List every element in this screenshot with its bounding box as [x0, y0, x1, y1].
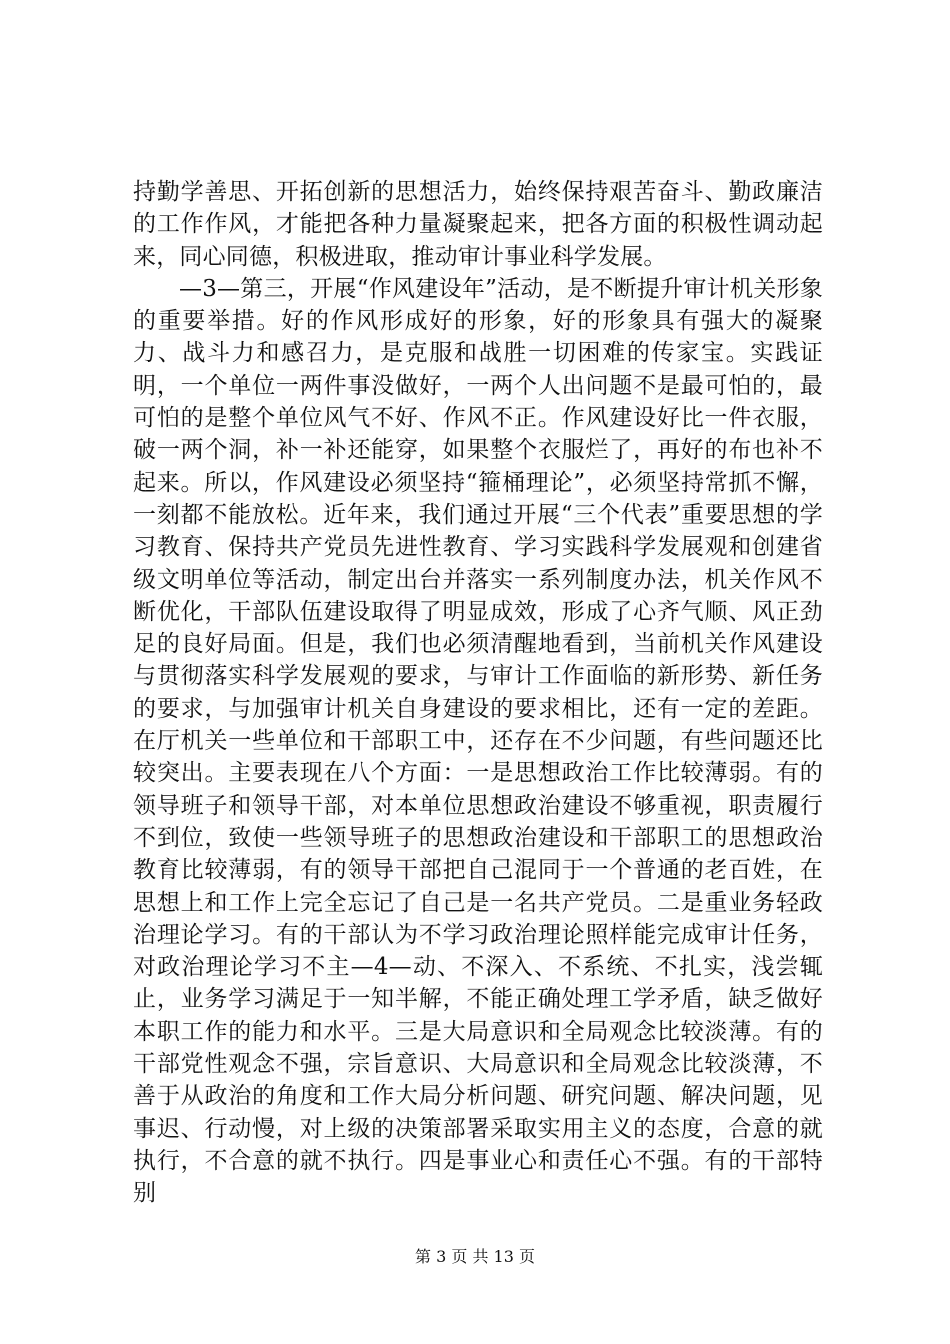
paragraph-2: —3—第三，开展“作风建设年”活动，是不断提升审计机关形象的重要举措。好的作风形成好的形象，好的形象具有强大的凝聚力、战斗力和感召力，是克服和战胜一切困难的传家宝。实践证明，一个单位一两件事没做好，一两个人出问题不是最可怕的，最可怕的是整个单位风气不好、作风不正。作风建设好比一件衣服，破一两个洞，补一补还能穿，如果整个衣服烂了，再好的布也补不起来。所以，作风建设必须坚持“箍桶理论”，必须坚持常抓不懈，一刻都不能放松。近年来，我们通过开展“三个代表”重要思想的学习教育、保持共产党员先进性教育、学习实践科学发展观和创建省级文明单位等活动，制定出台并落实一系列制度办法，机关作风不断优化，干部队伍建设取得了明显成效，形成了心齐气顺、风正劲足的良好局面。但是，我们也必须清醒地看到，当前机关作风建设与贯彻落实科学发展观的要求，与审计工作面临的新形势、新任务的要求，与加强审计机关自身建设的要求相比，还有一定的差距。在厅机关一些单位和干部职工中，还存在不少问题，有些问题还比较突出。主要表现在八个方面：一是思想政治工作比较薄弱。有的领导班子和领导干部，对本单位思想政治建设不够重视，职责履行不到位，致使一些领导班子的思想政治建设和干部职工的思想政治教育比较薄弱，有的领导干部把自己混同于一个普通的老百姓，在思想上和工作上完全忘记了自己是一名共产党员。二是重业务轻政治理论学习。有的干部认为不学习政治理论照样能完成审计任务，对政治理论学习不主—4—动、不深入、不系统、不扎实，浅尝辄止，业务学习满足于一知半解，不能正确处理工学矛盾，缺乏做好本职工作的能力和水平。三是大局意识和全局观念比较淡薄。有的干部党性观念不强，宗旨意识、大局意识和全局观念比较淡薄，不善于从政治的角度和工作大局分析问题、研究问题、解决问题，见事迟、行动慢，对上级的决策部署采取实用主义的态度，合意的就执行，不合意的就不执行。四是事业心和责任心不强。有的干部特别	[133, 275, 823, 1207]
paragraph-1: 持勤学善思、开拓创新的思想活力，始终保持艰苦奋斗、勤政廉洁的工作作风，才能把各种力量凝聚起来，把各方面的积极性调动起来，同心同德，积极进取，推动审计事业科学发展。	[133, 179, 823, 270]
document-body	[133, 176, 823, 1210]
page-footer: 第 3 页 共 13 页	[415, 1247, 535, 1266]
